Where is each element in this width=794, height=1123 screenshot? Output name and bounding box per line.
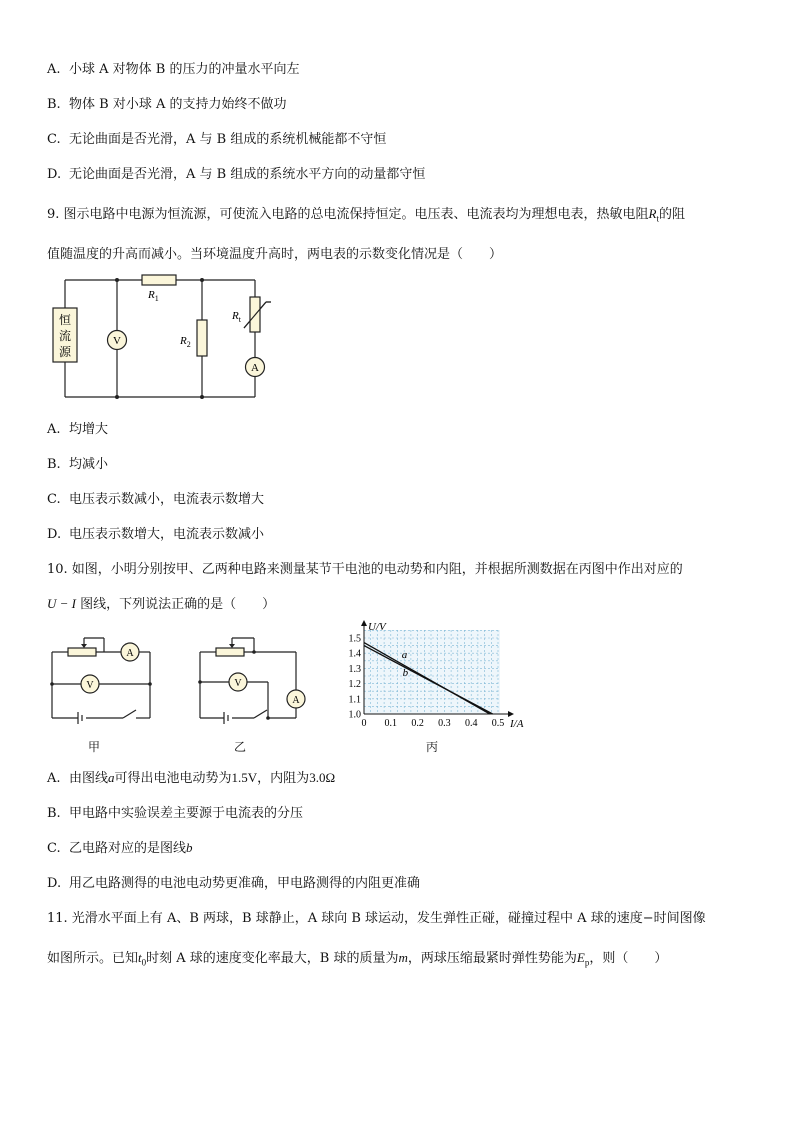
q9-option-c: C. 电压表示数减小，电流表示数增大 [47,492,265,507]
fig-label-bing: 丙 [426,740,439,754]
q10-stem-line-1: 10. 如图，小明分别按甲、乙两种电路来测量某节干电池的电动势和内阻，并根据所测数据在丙图中作出对应的 [47,562,683,577]
fig-label-yi: 乙 [234,740,247,754]
ammeter-label: A [251,362,259,374]
resistor-r1 [142,275,176,285]
chart-x-axis-label: I/A [510,718,524,730]
q8-option-a: A. 小球 A 对物体 B 的压力的冲量水平向左 [47,62,300,77]
source-label-1: 恒 [58,313,72,327]
q10-option-d: D. 用乙电路测得的电池电动势更准确，甲电路测得的内阻更准确 [47,876,421,891]
q9-stem-line-1: 9. 图示电路中电源为恒流源，可使流入电路的总电流保持恒定。电压表、电流表均为理想电表，热敏电阻$R_t$的阻 [47,206,686,224]
resistor-r2 [197,320,207,356]
jia-voltmeter-label: V [86,680,94,691]
yi-ammeter-label: A [292,695,300,706]
chart-y-axis-label: U/V [368,621,386,633]
q8-option-b: B. 物体 B 对小球 A 的支持力始终不做功 [47,97,287,112]
chart-x-arrow [508,711,514,717]
q8-option-c: C. 无论曲面是否光滑，A 与 B 组成的系统机械能都不守恒 [47,132,387,147]
chart-x-tick-label: 0.3 [438,718,451,729]
chart-series-label-a: a [401,648,408,661]
q10-stem-line-2: U − I 图线，下列说法正确的是（ ） [47,596,276,612]
q10-circuit-yi [196,630,308,725]
chart-x-tick-label: 0.2 [411,718,424,729]
yi-voltmeter-label: V [234,678,242,689]
q11-stem-line-2: 如图所示。已知$t_0$时刻 A 球的速度变化率最大，B 球的质量为m，两球压缩最紧时弹性势能为$E_p$，则（ ） [47,950,668,968]
chart-x-tick-label: 0.4 [464,718,478,729]
chart-x-tick-label: 0.1 [384,718,398,729]
chart-y-tick-label: 1.5 [348,633,361,645]
q9-stem-line-2: 值随温度的升高而减小。当环境温度升高时，两电表的示数变化情况是（ ） [47,247,503,262]
chart-y-arrow [361,620,367,626]
q9-option-b: B. 均减小 [47,457,109,472]
chart-y-tick-label: 1.1 [348,694,361,706]
q10-circuit-jia [48,630,158,725]
chart-x-tick-label: 0.5 [491,718,505,729]
chart-x-tick-label: 0 [361,718,367,729]
source-label-3: 源 [58,345,72,359]
q10-option-b: B. 甲电路中实验误差主要源于电流表的分压 [47,806,304,821]
jia-ammeter-label: A [126,648,134,659]
r1-label: $R_1$ [148,289,159,303]
chart-y-tick-label: 1.3 [348,663,361,675]
q10-option-a: A. 由图线a可得出电池电动势为1.5V，内阻为3.0Ω [47,770,336,786]
q9-circuit-diagram [45,272,275,404]
chart-y-tick-label: 1.4 [348,648,361,660]
chart-y-tick-label: 1.2 [348,679,361,691]
fig-label-jia: 甲 [88,740,101,754]
q10-option-c: C. 乙电路对应的是图线b [47,840,193,856]
chart-series-label-b: b [402,667,409,680]
r2-label: $R_2$ [180,335,191,349]
voltmeter-label: V [113,335,121,347]
q9-option-a: A. 均增大 [47,422,109,437]
rt-label: $R_t$ [232,310,241,324]
q10-ui-chart [340,616,540,734]
chart-y-tick-label: 1.0 [348,709,361,721]
q11-stem-line-1: 11. 光滑水平面上有 A、B 两球，B 球静止，A 球向 B 球运动，发生弹性正碰，碰撞过程中 A 球的速度−时间图像 [47,911,706,926]
q9-option-d: D. 电压表示数增大，电流表示数减小 [47,527,265,542]
q8-option-d: D. 无论曲面是否光滑，A 与 B 组成的系统水平方向的动量都守恒 [47,167,426,182]
source-label-2: 流 [58,329,72,343]
